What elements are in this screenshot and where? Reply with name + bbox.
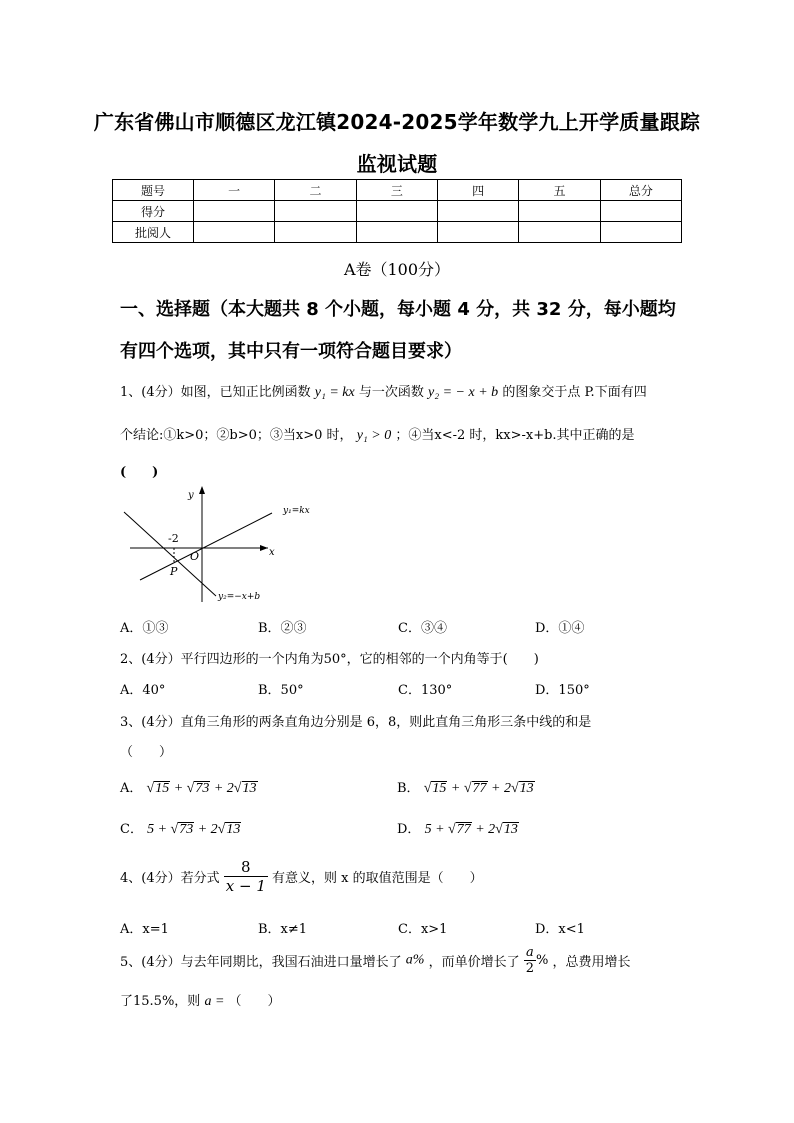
section-heading-line2: 有四个选项，其中只有一项符合题目要求） (120, 341, 462, 362)
option-d[interactable]: D．x<1 (535, 922, 585, 937)
question-1-line2: 个结论:①k>0；②b>0；③当x>0 时， y₁ > 0 ；④当x<-2 时，kx>-x+b.其中正确的是 (120, 428, 635, 443)
option-a[interactable]: A．①③ (120, 621, 169, 636)
question-3-blank: （ ） (120, 745, 173, 760)
question-2: 2、(4分）平行四边形的一个内角为50°，它的相邻的一个内角等于( ) (120, 652, 539, 667)
score-cell[interactable] (356, 222, 437, 243)
option-d[interactable]: D．①④ (535, 621, 585, 636)
option-a[interactable]: A．40° (120, 683, 166, 698)
row-label: 批阅人 (113, 222, 194, 243)
question-4: 4、(4分）若分式 $\frac{8}{x - 1}$ 有意义，则 x 的取值范围是（ ） (120, 858, 483, 895)
question-1-line1: 1、(4分）如图，已知正比例函数 y₁ = kx 与一次函数 y₂ = − x + b 的图象交于点 P.下面有四 (120, 385, 647, 400)
option-b[interactable]: B． √15 + √77 + 2√13 (397, 781, 534, 796)
option-b[interactable]: B．②③ (258, 621, 307, 636)
doc-title-line1: 广东省佛山市顺德区龙江镇2024-2025学年数学九上开学质量跟踪 (93, 110, 701, 134)
option-c[interactable]: C． 5 + √73 + 2√13 (120, 822, 241, 837)
question-1-answer-blank: ( ) (120, 465, 159, 480)
point-p-label: P (170, 565, 178, 578)
origin-label: O (190, 550, 200, 563)
function-graph (118, 482, 318, 606)
header-cell: 题号 (113, 180, 194, 201)
option-c[interactable]: C．③④ (398, 621, 447, 636)
option-a[interactable]: A．x=1 (120, 922, 169, 937)
question-5-line1: 5、(4分）与去年同期比，我国石油进口量增长了 a% ，而单价增长了 $\frac{a}{2}$ % ，总费用增长 (120, 945, 631, 976)
paper-a-title: A卷（100分） (343, 260, 451, 279)
header-cell: 总分 (600, 180, 681, 201)
score-table (112, 179, 682, 243)
score-cell[interactable] (600, 201, 681, 222)
score-cell[interactable] (600, 222, 681, 243)
score-cell[interactable] (519, 222, 600, 243)
y-axis-label: y (188, 490, 194, 501)
line-y1 (140, 513, 272, 580)
option-b[interactable]: B．x≠1 (258, 922, 308, 937)
score-table-header-row (113, 180, 682, 201)
header-cell: 三 (356, 180, 437, 201)
option-b[interactable]: B．50° (258, 683, 304, 698)
score-cell[interactable] (194, 201, 275, 222)
line-y2-label: y₂=−x+b (218, 592, 261, 602)
score-cell[interactable] (437, 222, 518, 243)
score-cell[interactable] (194, 222, 275, 243)
score-table-row (113, 201, 682, 222)
header-cell: 五 (519, 180, 600, 201)
x-axis-label: x (269, 547, 275, 558)
option-d[interactable]: D． 5 + √77 + 2√13 (397, 822, 518, 837)
equation-y2: y₂ = − x + b (428, 385, 499, 400)
score-cell[interactable] (437, 201, 518, 222)
option-a[interactable]: A． √15 + √73 + 2√13 (120, 781, 257, 796)
section-heading-line1: 一、选择题（本大题共 8 个小题，每小题 4 分，共 32 分，每小题均 (120, 299, 676, 320)
question-5-line2: 了15.5%，则 a = （ ） (120, 994, 281, 1009)
row-label: 得分 (113, 201, 194, 222)
line-y1-label: y₁=kx (283, 506, 310, 516)
tick-label: -2 (168, 532, 179, 545)
header-cell: 四 (437, 180, 518, 201)
score-cell[interactable] (275, 222, 356, 243)
score-cell[interactable] (356, 201, 437, 222)
header-cell: 一 (194, 180, 275, 201)
fraction: $\frac{8}{x - 1}$ (225, 858, 266, 895)
option-c[interactable]: C．130° (398, 683, 453, 698)
score-cell[interactable] (275, 201, 356, 222)
fraction: $\frac{a}{2}$ (525, 945, 535, 976)
question-3: 3、(4分）直角三角形的两条直角边分别是 6，8，则此直角三角形三条中线的和是 (120, 715, 592, 730)
x-axis-arrow (260, 545, 268, 551)
score-cell[interactable] (519, 201, 600, 222)
y-axis-arrow (199, 486, 205, 494)
doc-title-line2: 监视试题 (356, 152, 438, 176)
option-c[interactable]: C．x>1 (398, 922, 448, 937)
equation-y1: y₁ = kx (314, 385, 355, 400)
header-cell: 二 (275, 180, 356, 201)
option-d[interactable]: D．150° (535, 683, 590, 698)
score-table-row (113, 222, 682, 243)
